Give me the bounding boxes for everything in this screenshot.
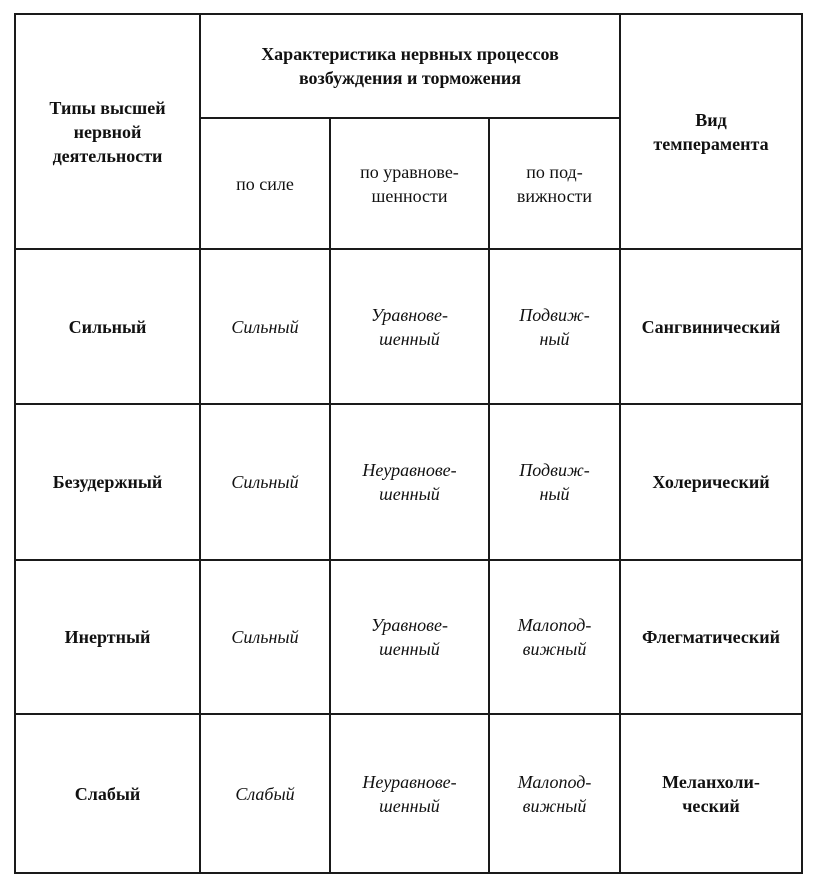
cell-mobility: Малопод- вижный bbox=[489, 714, 620, 873]
header-nervous-processes: Характеристика нервных процессов возбуждения и торможения bbox=[200, 14, 620, 118]
cell-strength: Сильный bbox=[200, 249, 330, 404]
subheader-mobility: по под- вижности bbox=[489, 118, 620, 249]
cell-type: Инертный bbox=[15, 560, 200, 714]
temperament-table-container bbox=[14, 13, 803, 874]
cell-temperament: Меланхоли- ческий bbox=[620, 714, 802, 873]
cell-temperament: Флегматический bbox=[620, 560, 802, 714]
cell-type: Слабый bbox=[15, 714, 200, 873]
table-row bbox=[15, 404, 802, 560]
cell-strength: Сильный bbox=[200, 560, 330, 714]
cell-balance: Уравнове- шенный bbox=[330, 560, 489, 714]
cell-mobility: Подвиж- ный bbox=[489, 249, 620, 404]
cell-temperament: Холерический bbox=[620, 404, 802, 560]
cell-type: Сильный bbox=[15, 249, 200, 404]
subheader-balance: по уравнове- шенности bbox=[330, 118, 489, 249]
cell-mobility: Малопод- вижный bbox=[489, 560, 620, 714]
temperament-table bbox=[14, 13, 803, 874]
cell-balance: Неуравнове- шенный bbox=[330, 714, 489, 873]
cell-strength: Слабый bbox=[200, 714, 330, 873]
cell-type: Безудержный bbox=[15, 404, 200, 560]
subheader-strength: по силе bbox=[200, 118, 330, 249]
cell-strength: Сильный bbox=[200, 404, 330, 560]
cell-temperament: Сангвинический bbox=[620, 249, 802, 404]
cell-balance: Неуравнове- шенный bbox=[330, 404, 489, 560]
table-row bbox=[15, 249, 802, 404]
cell-mobility: Подвиж- ный bbox=[489, 404, 620, 560]
table-row bbox=[15, 714, 802, 873]
header-temperament: Вид темперамента bbox=[620, 14, 802, 249]
cell-balance: Уравнове- шенный bbox=[330, 249, 489, 404]
table-row bbox=[15, 560, 802, 714]
header-row bbox=[15, 14, 802, 118]
header-types-of-nervous-activity: Типы высшей нервной деятельности bbox=[15, 14, 200, 249]
